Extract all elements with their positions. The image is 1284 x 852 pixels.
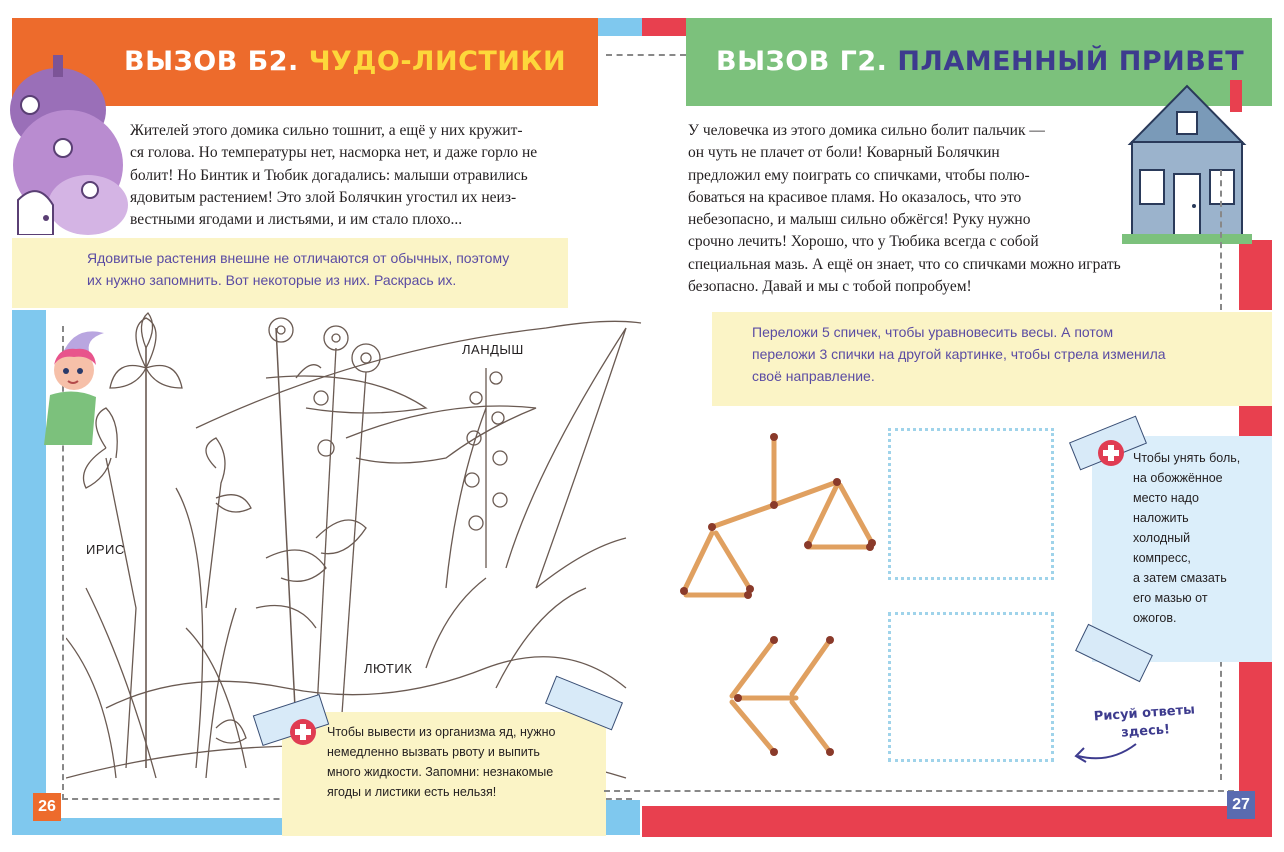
tip-line: холодный <box>1133 531 1191 545</box>
left-blue-edge <box>12 310 46 835</box>
tip-line: ожогов. <box>1133 611 1177 625</box>
story-line: он чуть не плачет от боли! Коварный Болячкин <box>688 144 1000 162</box>
tip-line: компресс, <box>1133 551 1191 565</box>
tip-line: его мазью от <box>1133 591 1208 605</box>
hint-line: здесь! <box>1120 722 1171 741</box>
tip-line: на обожжённое <box>1133 471 1223 485</box>
right-banner-prefix: ВЫЗОВ Г2. <box>716 46 888 77</box>
hint-line: Рисуй ответы <box>1093 702 1196 725</box>
right-dashed-guide <box>1220 170 1222 310</box>
story-line: У человечка из этого домика сильно болит пальчик — <box>688 122 1045 139</box>
tip-line: немедленно вызвать рвоту и выпить <box>327 745 540 759</box>
story-line: вестными ягодами и листьями, и им стало плохо... <box>130 211 463 229</box>
right-top-red-strip <box>642 18 686 36</box>
story-line: боваться на красивое пламя. Но оказалось, что это <box>688 188 1022 206</box>
tip-line: наложить <box>1133 511 1189 525</box>
left-banner-prefix: ВЫЗОВ Б2. <box>124 46 299 77</box>
right-tip-text <box>1133 448 1263 628</box>
left-page-number: 26 <box>33 793 61 821</box>
purple-house-icon <box>8 40 128 235</box>
instruction-line: их нужно запомнить. Вот некоторые из них. Раскрась их. <box>87 272 457 288</box>
right-bottom-red-strip <box>642 806 1272 837</box>
curved-arrow-icon <box>1070 738 1140 768</box>
right-instruction <box>712 312 1272 406</box>
story-line: ядовитым растением! Это злой Болячкин угостил их неиз- <box>130 188 517 206</box>
plant-label-buttercup: ЛЮТИК <box>364 661 413 676</box>
story-line: предложил ему поиграть со спичками, чтобы полю- <box>688 166 1030 184</box>
matchstick-scales-puzzle <box>672 425 892 615</box>
left-story <box>130 120 600 231</box>
tip-line: много жидкости. Запомни: незнакомые <box>327 765 554 779</box>
bottom-dashed-line <box>604 790 1234 792</box>
right-banner-title: ПЛАМЕННЫЙ ПРИВЕТ <box>897 46 1245 77</box>
tip-line: место надо <box>1133 491 1199 505</box>
right-page-number: 27 <box>1227 791 1255 819</box>
left-tip-text <box>327 722 597 802</box>
answer-box-arrow[interactable] <box>888 612 1054 762</box>
first-aid-cross-icon <box>290 719 316 745</box>
tip-line: Чтобы вывести из организма яд, нужно <box>327 725 556 739</box>
tip-line: а затем смазать <box>1133 571 1227 585</box>
first-aid-cross-icon <box>1098 440 1124 466</box>
story-line: Жителей этого домика сильно тошнит, а ещё у них кружит- <box>130 122 523 139</box>
story-line: безопасно. Давай и мы с тобой попробуем! <box>688 278 972 296</box>
tip-line: Чтобы унять боль, <box>1133 451 1241 465</box>
instruction-line: Ядовитые растения внешне не отличаются от обычных, поэтому <box>87 250 510 266</box>
tip-line: ягоды и листики есть нельзя! <box>327 785 497 799</box>
left-top-blue-strip <box>598 18 642 36</box>
right-story <box>688 120 1248 298</box>
plant-label-iris: ИРИС <box>86 542 125 557</box>
story-line: срочно лечить! Хорошо, что у Тюбика всегда с собой <box>688 233 1039 251</box>
instruction-line: своё направление. <box>752 368 875 384</box>
answer-box-scales[interactable] <box>888 428 1054 580</box>
story-line: ся голова. Но температуры нет, насморка нет, и даже горло не <box>130 144 538 162</box>
left-banner-title: ЧУДО-ЛИСТИКИ <box>308 46 567 77</box>
left-instruction <box>12 238 568 308</box>
story-line: специальная мазь. А ещё он знает, что со спичками можно играть <box>688 255 1121 273</box>
instruction-line: Переложи 5 спичек, чтобы уравновесить весы. А потом <box>752 324 1114 340</box>
right-page <box>642 0 1284 852</box>
top-dashed-line <box>606 54 686 56</box>
matchstick-arrow-puzzle <box>712 630 852 760</box>
plant-label-lily: ЛАНДЫШ <box>462 342 524 357</box>
instruction-line: переложи 3 спички на другой картинке, чтобы стрела изменила <box>752 346 1166 362</box>
story-line: небезопасно, и малыш сильно обжёгся! Руку нужно <box>688 211 1031 229</box>
story-line: болит! Но Бинтик и Тюбик догадались: малыши отравились <box>130 166 528 184</box>
